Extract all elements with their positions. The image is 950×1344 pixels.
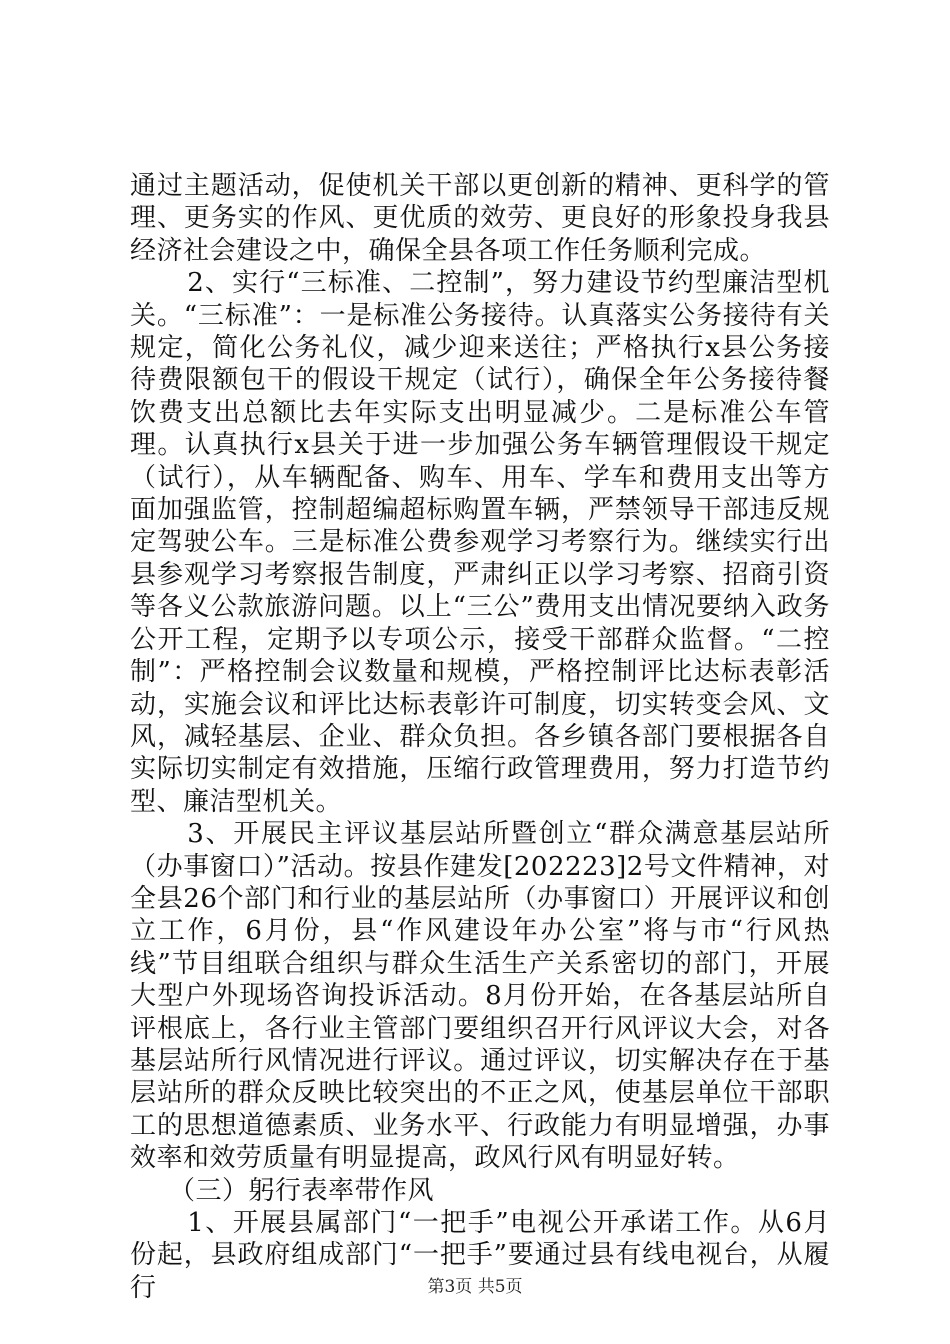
paragraph-item-2: 2、实行“三标准、二控制”，努力建设节约型廉洁型机关。“三标准”：一是标准公务接待。认真落实公务接待有关规定，简化公务礼仪，减少迎来送往；严格执行x县公务接待费限额包干的假设干规定（试行），确保全年公务接待餐饮费支出总额比去年实际支出明显减少。二是标准公车管理。认真执行x县关于进一步加强公务车辆管理假设干规定（试行），从车辆配备、购车、用车、学车和费用支出等方面加强监管，控制超编超标购置车辆，严禁领导干部违反规定驾驶公车。三是标准公费参观学习考察行为。继续实行出县参观学习考察报告制度，严肃纠正以学习考察、招商引资等各义公款旅游问题。以上“三公”费用支出情况要纳入政务公开工程，定期予以专项公示，接受干部群众监督。“二控制”：严格控制会议数量和规模，严格控制评比达标表彰活动，实施会议和评比达标表彰许可制度，切实转变会风、文风，减轻基层、企业、群众负担。各乡镇各部门要根据各自实际切实制定有效措施，压缩行政管理费用，努力打造节约型、廉洁型机关。 bbox=[130, 268, 830, 817]
document-body bbox=[130, 170, 830, 1304]
section-heading: （三）躬行表率带作风 bbox=[169, 1175, 435, 1206]
paragraph-continuation: 通过主题活动，促使机关干部以更创新的精神、更科学的管理、更务实的作风、更优质的效劳、更良好的形象投身我县经济社会建设之中，确保全县各项工作任务顺利完成。 bbox=[130, 171, 830, 266]
page-number: 第3页 共5页 bbox=[427, 1277, 523, 1297]
paragraph-item-3: 3、开展民主评议基层站所暨创立“群众满意基层站所（办事窗口）”活动。按县作建发[202223]2号文件精神，对全县26个部门和行业的基层站所（办事窗口）开展评议和创立工作，6月份，县“作风建设年办公室”将与市“行风热线”节目组联合组织与群众生活生产关系密切的部门，开展大型户外现场咨询投诉活动。8月份开始，在各基层站所自评根底上，各行业主管部门要组织召开行风评议大会，对各基层站所行风情况进行评议。通过评议，切实解决存在于基层站所的群众反映比较突出的不正之风，使基层单位干部职工的思想道德素质、业务水平、行政能力有明显增强，办事效率和效劳质量有明显提高，政风行风有明显好转。 bbox=[130, 819, 830, 1174]
paragraph-item-1: 1、开展县属部门“一把手”电视公开承诺工作。从6月份起，县政府组成部门“一把手”要通过县有线电视台，从履行 bbox=[130, 1208, 830, 1303]
